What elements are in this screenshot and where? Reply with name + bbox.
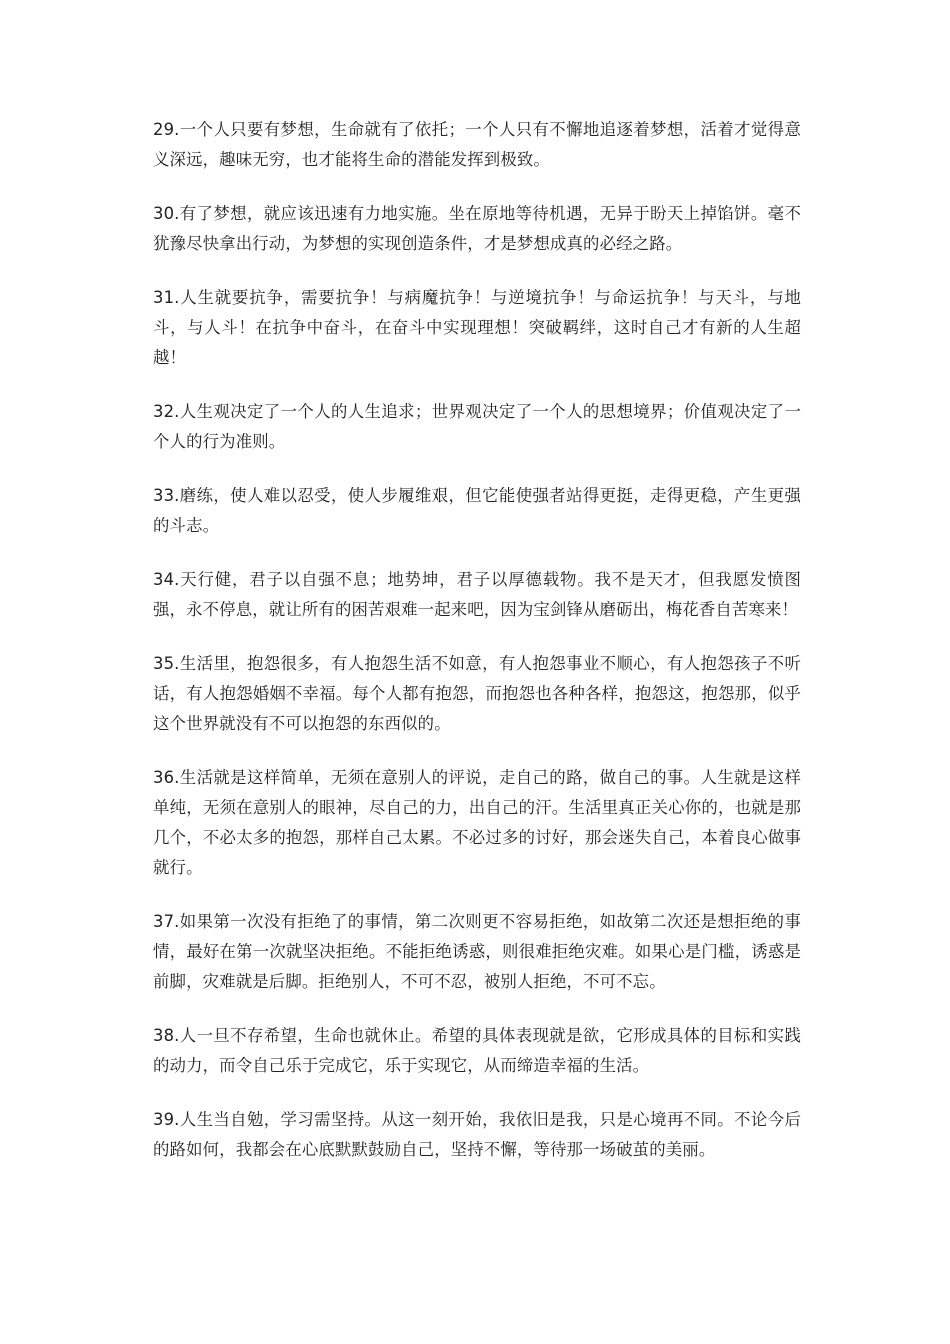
paragraph-33: 33.磨练，使人难以忍受，使人步履维艰，但它能使强者站得更挺，走得更稳，产生更强的斗志。: [153, 486, 801, 535]
paragraph-37: 37.如果第一次没有拒绝了的事情，第二次则更不容易拒绝，如故第二次还是想拒绝的事情，最好在第一次就坚决拒绝。不能拒绝诱惑，则很难拒绝灾难。如果心是门槛，诱惑是前脚，灾难就是后脚。拒绝别人，不可不忍，被别人拒绝，不可不忘。: [153, 912, 801, 991]
paragraph-35: 35.生活里，抱怨很多，有人抱怨生活不如意，有人抱怨事业不顺心，有人抱怨孩子不听话，有人抱怨婚姻不幸福。每个人都有抱怨，而抱怨也各种各样，抱怨这，抱怨那，似乎这个世界就没有不可以抱怨的东西似的。: [153, 654, 801, 733]
paragraph-36: 36.生活就是这样简单，无须在意别人的评说，走自己的路，做自己的事。人生就是这样单纯，无须在意别人的眼神，尽自己的力，出自己的汗。生活里真正关心你的，也就是那几个，不必太多的抱怨，那样自己太累。不必过多的讨好，那会迷失自己，本着良心做事就行。: [153, 768, 801, 877]
paragraph-29: 29.一个人只要有梦想，生命就有了依托；一个人只有不懈地追逐着梦想，活着才觉得意义深远，趣味无穷，也才能将生命的潜能发挥到极致。: [153, 120, 801, 169]
paragraph-32: 32.人生观决定了一个人的人生追求；世界观决定了一个人的思想境界；价值观决定了一个人的行为准则。: [153, 402, 801, 451]
paragraph-38: 38.人一旦不存希望，生命也就休止。希望的具体表现就是欲，它形成具体的目标和实践的动力，而令自己乐于完成它，乐于实现它，从而缔造幸福的生活。: [153, 1026, 801, 1075]
paragraph-30: 30.有了梦想，就应该迅速有力地实施。坐在原地等待机遇，无异于盼天上掉馅饼。毫不犹豫尽快拿出行动，为梦想的实现创造条件，才是梦想成真的必经之路。: [153, 204, 801, 253]
document-body: [153, 115, 801, 1189]
paragraph-31: 31.人生就要抗争，需要抗争！与病魔抗争！与逆境抗争！与命运抗争！与天斗，与地斗，与人斗！在抗争中奋斗，在奋斗中实现理想！突破羁绊，这时自己才有新的人生超越！: [153, 288, 801, 367]
paragraph-39: 39.人生当自勉，学习需坚持。从这一刻开始，我依旧是我，只是心境再不同。不论今后的路如何，我都会在心底默默鼓励自己，坚持不懈，等待那一场破茧的美丽。: [153, 1110, 801, 1159]
paragraph-34: 34.天行健，君子以自强不息；地势坤，君子以厚德载物。我不是天才，但我愿发愤图强，永不停息，就让所有的困苦艰难一起来吧，因为宝剑锋从磨砺出，梅花香自苦寒来！: [153, 570, 801, 619]
